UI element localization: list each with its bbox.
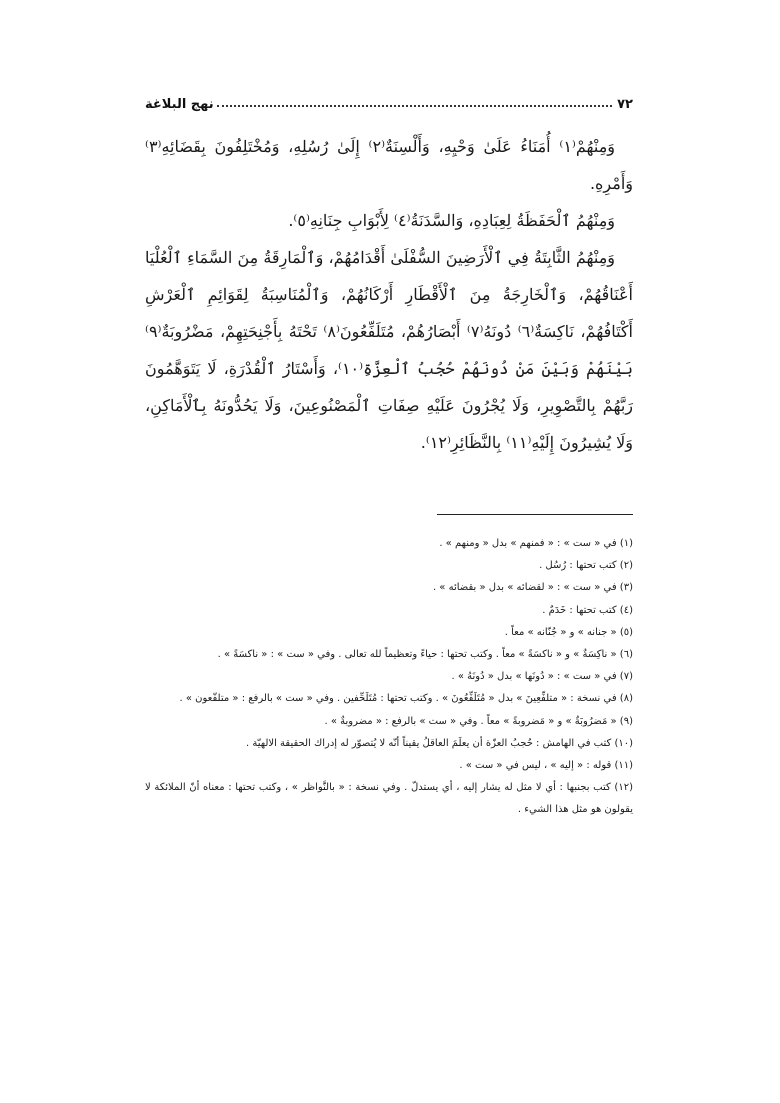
footnote-8: (٨) في نسخة : « متلفِّعِينَ » بدل « مُتَلَفِّعُونَ » . وكتب تحتها : مُتَلَحِّفين . وفي « ست » بالرفع : « متلفّعون » . (179, 693, 633, 705)
footnote-divider (437, 514, 633, 515)
page-number: ٧٢ (617, 96, 633, 112)
paragraph-1: وَمِنْهُمْ⁽١⁾ أُمَنَاءُ عَلَىٰ وَحْيِهِ، وَأَلْسِنَةٌ⁽٢⁾ إِلَىٰ رُسُلِهِ، وَمُخْتَلِفُونَ بِقَضَائِهِ⁽٣⁾ وَأَمْرِهِ. (145, 137, 633, 193)
running-title: نهج البلاغة (145, 96, 214, 112)
footnote-2: (٢) كتب تحتها : رُسُل . (539, 560, 633, 572)
page-header (145, 93, 633, 115)
footnote-12: (١٢) كتب بجنبها : أي لا مثل له يشار إليه ، أي يستدلّ . وفي نسخة : « بالنَّواظر » ، وكتب تحتها : معناه أنّ الملائكة لا يقولون هو مثل هذا الشيء . (145, 782, 633, 816)
footnote-5: (٥) « جنانه » و « جُنّانه » معاً . (504, 626, 633, 638)
paragraph-3: وَمِنْهُمُ الثَّابِتَةُ فِي ٱلْأَرَضِينَ السُّفْلَىٰ أَقْدَامُهُمْ، وَٱلْمَارِقَةُ مِنَ السَّمَاءِ ٱلْعُلْيَا أَعْنَاقُهُمْ، وَٱلْخَارِجَةُ مِنَ ٱلْأَقْطَارِ أَرْكَانُهُمْ، وَٱلْمُنَاسِبَةُ لِقَوَائِمِ ٱلْعَرْشِ أَكْتَافُهُمْ، نَاكِسَةٌ⁽٦⁾ دُونَهُ⁽٧⁾ أَبْصَارُهُمْ، مُتَلَفِّعُونَ⁽٨⁾ تَحْتَهُ بِأَجْنِحَتِهِمْ، مَضْرُوبَةٌ⁽٩⁾ بَيْنَهُمْ وَبَيْنَ مَنْ دُونَهُمْ حُجُبُ ٱلْعِزَّةِ⁽١٠⁾، وَأَسْتَارُ ٱلْقُدْرَةِ، لَا يَتَوَهَّمُونَ رَبَّهُمْ بِالتَّصْوِيرِ، وَلَا يُجْرُونَ عَلَيْهِ صِفَاتِ ٱلْمَصْنُوعِينَ، وَلَا يَحُدُّونَهُ بِٱلْأَمَاكِنِ، وَلَا يُشِيرُونَ إِلَيْهِ⁽١١⁾ بِالنَّظَائِرِ⁽١٢⁾. (145, 248, 634, 452)
footnote-6: (٦) « ناكِسَةٌ » و « ناكسَةً » معاً . وكتب تحتها : حياءً وتعظيماً لله تعالى . وفي « ست » : « ناكسَةً » . (217, 649, 633, 661)
footnote-9: (٩) « مَضرُوبَةٌ » و « مَضروبةً » معاً . وفي « ست » بالرفع : « مضروبةٌ » . (324, 715, 633, 727)
footnote-7: (٧) في « ست » : « دُونَها » بدل « دُونَهُ » . (451, 671, 633, 683)
header-dotted-leader (217, 95, 612, 107)
main-text (145, 128, 633, 461)
footnote-11: (١١) قوله : « إليه » ، ليس في « ست » . (459, 760, 633, 772)
footnote-3: (٣) في « ست » : « لقضائه » بدل « بقضائه » . (432, 582, 633, 594)
footnote-4: (٤) كتب تحتها : خَدَمٌ . (542, 604, 633, 616)
paragraph-2: وَمِنْهُمُ ٱلْحَفَظَةُ لِعِبَادِهِ، وَالسَّدَنَةُ⁽٤⁾ لِأَبْوَابِ جِنَانِهِ⁽٥⁾. (288, 211, 615, 230)
footnote-10: (١٠) كتب في الهامش : حُجبُ العزّة أن يعلَمَ العاقلُ يقيناً أنّه لا يُتصوّر له إدراك الحقيقة الالهيّة . (245, 737, 633, 749)
footnote-1: (١) في « ست » : « فمنهم » بدل « ومنهم » . (439, 538, 633, 549)
footnotes (145, 533, 633, 822)
